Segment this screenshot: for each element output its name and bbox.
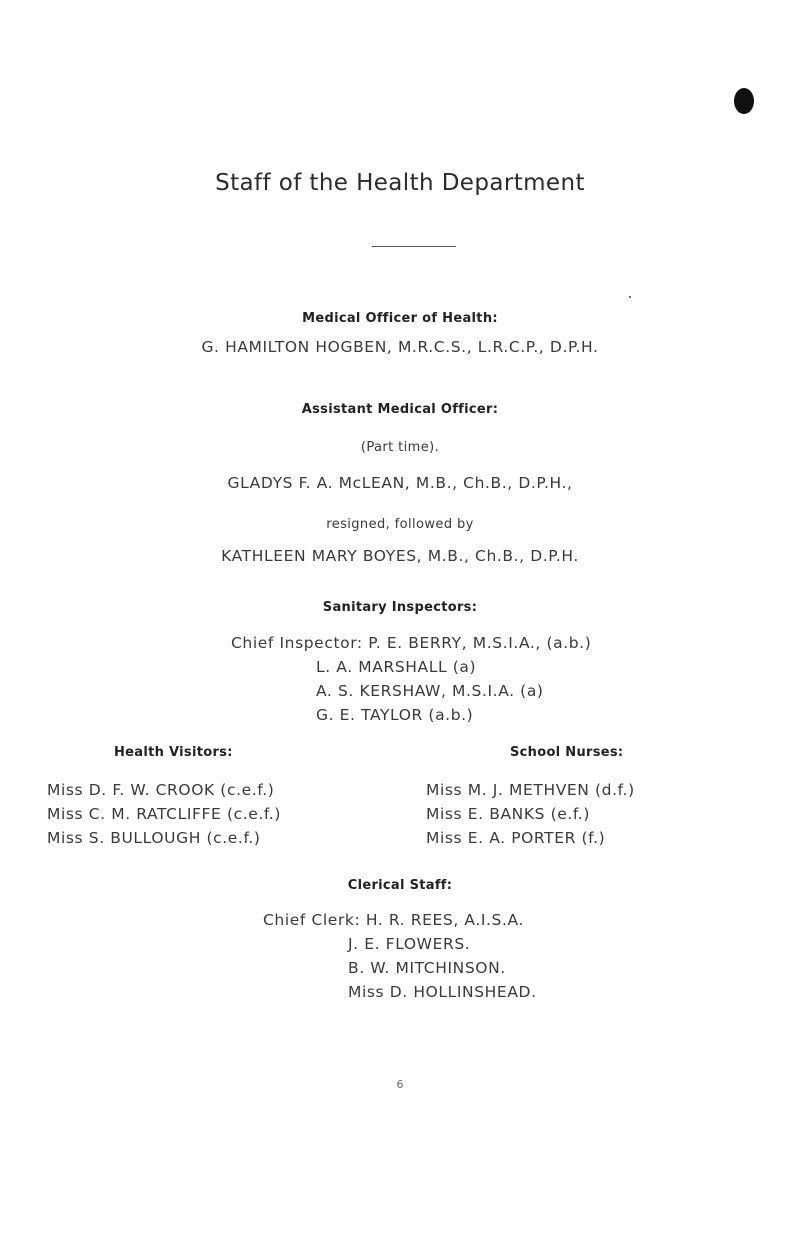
sanitary-inspector: A. S. KERSHAW, M.S.I.A. (a) <box>316 682 544 700</box>
clerical-staff-member: B. W. MITCHINSON. <box>348 959 506 977</box>
clerical-chief-clerk: Chief Clerk: H. R. REES, A.I.S.A. <box>263 911 524 929</box>
assistant-medical-officer-heading: Assistant Medical Officer: <box>301 402 499 417</box>
paper-speck <box>629 296 631 298</box>
sanitary-inspector: G. E. TAYLOR (a.b.) <box>316 706 474 724</box>
page-number: 6 <box>396 1078 404 1091</box>
assistant-part-time-note: (Part time). <box>360 440 440 455</box>
page-title: Staff of the Health Department <box>215 170 585 196</box>
assistant-medical-officer-name: GLADYS F. A. McLEAN, M.B., Ch.B., D.P.H., <box>227 474 573 492</box>
assistant-successor-name: KATHLEEN MARY BOYES, M.B., Ch.B., D.P.H. <box>221 547 579 565</box>
health-visitor: Miss C. M. RATCLIFFE (c.e.f.) <box>47 805 282 823</box>
sanitary-inspector: L. A. MARSHALL (a) <box>316 658 477 676</box>
clerical-staff-member: Miss D. HOLLINSHEAD. <box>348 983 537 1001</box>
sanitary-inspector-chief: Chief Inspector: P. E. BERRY, M.S.I.A., (a.b.) <box>231 634 592 652</box>
health-visitor: Miss S. BULLOUGH (c.e.f.) <box>47 829 261 847</box>
school-nurse: Miss M. J. METHVEN (d.f.) <box>426 781 635 799</box>
assistant-transition-note: resigned, followed by <box>326 517 474 532</box>
health-visitors-heading: Health Visitors: <box>114 745 233 760</box>
medical-officer-heading: Medical Officer of Health: <box>302 311 498 326</box>
clerical-staff-heading: Clerical Staff: <box>347 878 453 893</box>
school-nurse: Miss E. BANKS (e.f.) <box>426 805 590 823</box>
school-nurse: Miss E. A. PORTER (f.) <box>426 829 606 847</box>
health-visitor: Miss D. F. W. CROOK (c.e.f.) <box>47 781 275 799</box>
title-divider <box>372 246 456 247</box>
sanitary-inspectors-heading: Sanitary Inspectors: <box>322 600 478 615</box>
clerical-staff-member: J. E. FLOWERS. <box>348 935 471 953</box>
school-nurses-heading: School Nurses: <box>510 745 624 760</box>
punch-hole-mark <box>734 88 754 114</box>
medical-officer-name: G. HAMILTON HOGBEN, M.R.C.S., L.R.C.P., D.P.H. <box>201 338 599 356</box>
